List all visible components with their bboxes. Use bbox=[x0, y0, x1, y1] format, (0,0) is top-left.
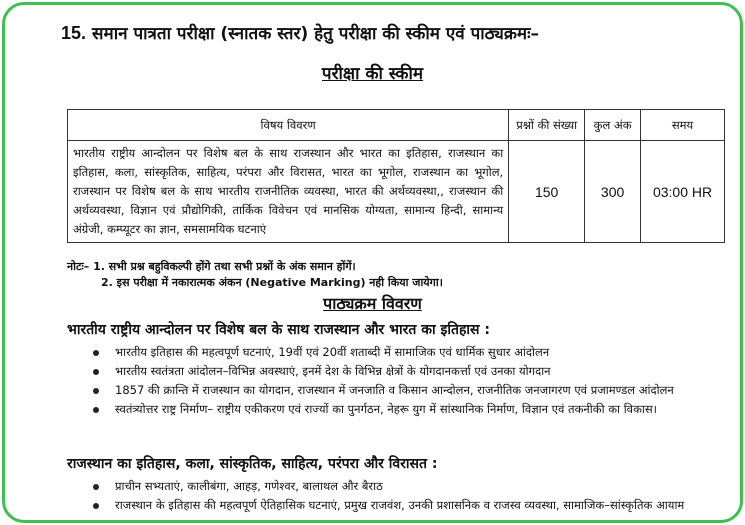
section-title-history: भारतीय राष्ट्रीय आन्दोलन पर विशेष बल के साथ राजस्थान और भारत का इतिहास : bbox=[67, 322, 490, 338]
subject-description: भारतीय राष्ट्रीय आन्दोलन पर विशेष बल के साथ राजस्थान और भारत का इतिहास, राजस्थान का इतिहास, कला, सांस्कृतिक, साहित्य, परंपरा और विरासत, भारत का भूगोल, राजस्थान का भूगोल, राजस्थान पर विशेष बल के साथ भारतीय राजनीतिक व्यवस्था, भारत की अर्थव्यवस्था,, राजस्थान की अर्थव्यवस्था, विज्ञान एवं प्रौद्योगिकी, तार्किक विवेचन एवं मानसिक योग्यता, सामान्य हिन्दी, सामान्य अंग्रेजी, कम्प्यूटर का ज्ञान, समसामयिक घटनाएं bbox=[68, 141, 509, 243]
bullet-list-history bbox=[93, 343, 723, 419]
list-item: राजस्थान के इतिहास की महत्वपूर्ण ऐतिहासिक घटनाएं, प्रमुख राजवंश, उनकी प्रशासनिक व राजस्व व्यवस्था, सामाजिक–सांस्कृतिक आयाम bbox=[93, 496, 723, 515]
syllabus-title bbox=[5, 292, 740, 314]
marks-value: 300 bbox=[585, 141, 641, 243]
section-heading bbox=[61, 21, 539, 44]
section-title-rajasthan: राजस्थान का इतिहास, कला, सांस्कृतिक, साहित्य, परंपरा और विरासत : bbox=[67, 456, 438, 472]
syllabus-title-text: पाठ्यक्रम विवरण bbox=[323, 294, 422, 313]
header-time: समय bbox=[641, 110, 725, 141]
list-item: स्वतंत्र्योत्तर राष्ट्र निर्माण– राष्ट्रीय एकीकरण एवं राज्यों का पुनर्गठन, नेहरू युग में सांस्थानिक निर्माण, विज्ञान एवं तकनीकी का विकास। bbox=[93, 400, 723, 419]
time-value: 03:00 HR bbox=[641, 141, 725, 243]
header-subject: विषय विवरण bbox=[68, 110, 509, 141]
list-item: प्राचीन सभ्यताएं, कालीबंगा, आहड़, गणेश्वर, बालाथल और बैराठ bbox=[93, 477, 723, 496]
scheme-title-text: परीक्षा की स्कीम bbox=[321, 64, 424, 84]
note-item bbox=[67, 275, 443, 291]
note-text: 2. इस परीक्षा में नकारात्मक अंकन (Negative Marking) नही किया जायेगा। bbox=[101, 276, 443, 289]
bullet-icon bbox=[93, 350, 99, 356]
list-item: भारतीय इतिहास की महत्वपूर्ण घटनाएं, 19वीं एवं 20वीं शताब्दी में सामाजिक एवं धार्मिक सुधार आंदोलन bbox=[93, 343, 723, 362]
scheme-title bbox=[5, 61, 740, 84]
header-marks: कुल अंक bbox=[585, 110, 641, 141]
bullet-icon bbox=[93, 484, 99, 490]
bullet-icon bbox=[93, 388, 99, 394]
questions-value: 150 bbox=[509, 141, 585, 243]
bullet-icon bbox=[93, 369, 99, 375]
bullet-icon bbox=[93, 407, 99, 413]
bullet-list-rajasthan bbox=[93, 477, 723, 515]
document-frame bbox=[2, 2, 743, 523]
header-questions: प्रश्नों की संख्या bbox=[509, 110, 585, 141]
list-item: 1857 की क्रान्ति में राजस्थान का योगदान, राजस्थान में जनजाति व किसान आन्दोलन, राजनीतिक जनजागरण एवं प्रजामण्डल आंदोलन bbox=[93, 381, 723, 400]
notes-label: नोटः– bbox=[67, 260, 90, 273]
note-item bbox=[67, 259, 443, 275]
list-item: भारतीय स्वतंत्रता आंदोलन–विभिन्न अवस्थाएं, इनमें देश के विभिन्न क्षेत्रों के योगदानकर्त्ता एवं उनका योगदान bbox=[93, 362, 723, 381]
section-number: 15. bbox=[61, 23, 87, 43]
scheme-table bbox=[67, 109, 725, 243]
notes bbox=[67, 259, 443, 291]
table-header-row bbox=[68, 110, 725, 141]
section-heading-text: समान पात्रता परीक्षा (स्नातक स्तर) हेतु परीक्षा की स्कीम एवं पाठ्यक्रमः– bbox=[92, 24, 540, 44]
bullet-icon bbox=[93, 503, 99, 509]
table-row bbox=[68, 141, 725, 243]
note-text: 1. सभी प्रश्न बहुविकल्पी होंगे तथा सभी प्रश्नों के अंक समान होंगें। bbox=[93, 260, 356, 273]
